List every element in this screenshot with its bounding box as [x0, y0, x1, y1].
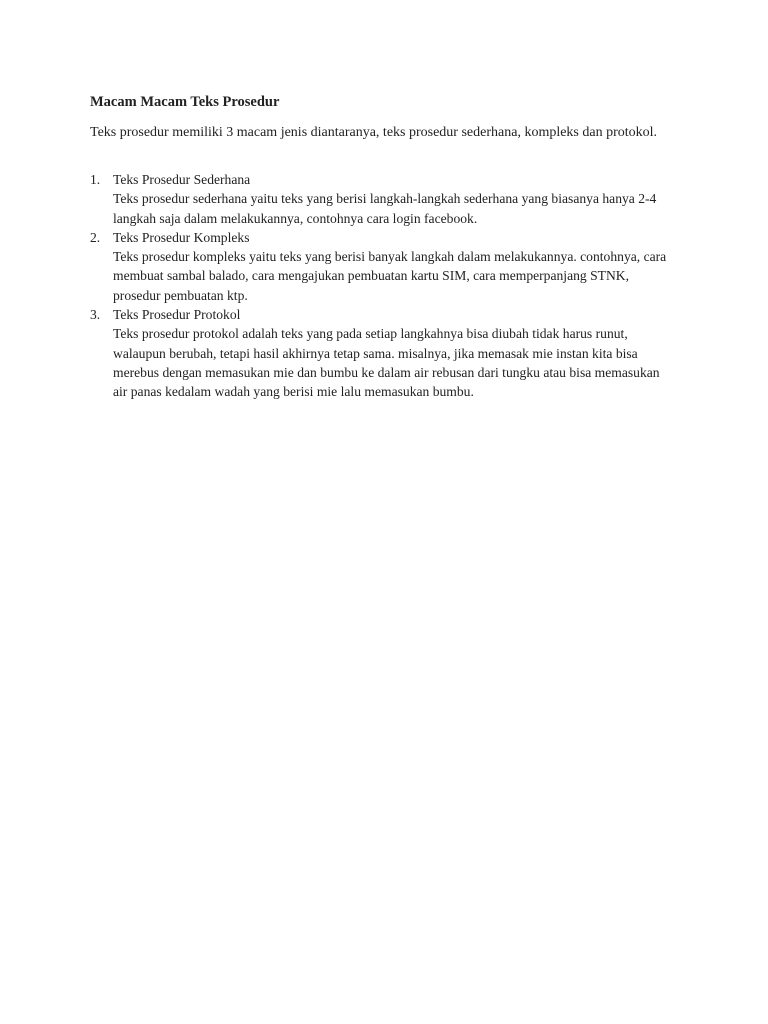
procedure-types-list — [90, 170, 670, 402]
list-item-body: Teks prosedur protokol adalah teks yang pada setiap langkahnya bisa diubah tidak harus runut, walaupun berubah, tetapi hasil akhirnya tetap sama. misalnya, jika memasak mie instan kita bisa merebus dengan memasukan mie dan bumbu ke dalam air rebusan dari tungku atau bisa memasukan air panas kedalam wadah yang berisi mie lalu memasukan bumbu. — [113, 326, 660, 400]
list-item-body: Teks prosedur sederhana yaitu teks yang berisi langkah-langkah sederhana yang biasanya hanya 2-4 langkah saja dalam melakukannya, contohnya cara login facebook. — [113, 191, 657, 226]
intro-paragraph: Teks prosedur memiliki 3 macam jenis diantaranya, teks prosedur sederhana, kompleks dan protokol. — [90, 125, 658, 140]
list-item-heading: Teks Prosedur Protokol — [113, 307, 241, 323]
list-item-number: 1. — [90, 172, 101, 187]
document-title: Macam Macam Teks Prosedur — [90, 94, 280, 110]
list-item-heading: Teks Prosedur Sederhana — [113, 172, 251, 187]
list-item — [90, 228, 670, 305]
list-item — [90, 170, 670, 228]
list-item — [90, 305, 670, 401]
list-item-number: 3. — [90, 307, 101, 323]
list-item-body: Teks prosedur kompleks yaitu teks yang berisi banyak langkah dalam melakukannya. contohnya, cara membuat sambal balado, cara mengajukan pembuatan kartu SIM, cara memperpanjang STNK, prosedur pembuatan ktp. — [113, 249, 667, 303]
list-item-heading: Teks Prosedur Kompleks — [113, 229, 250, 245]
list-item-number: 2. — [90, 229, 101, 245]
